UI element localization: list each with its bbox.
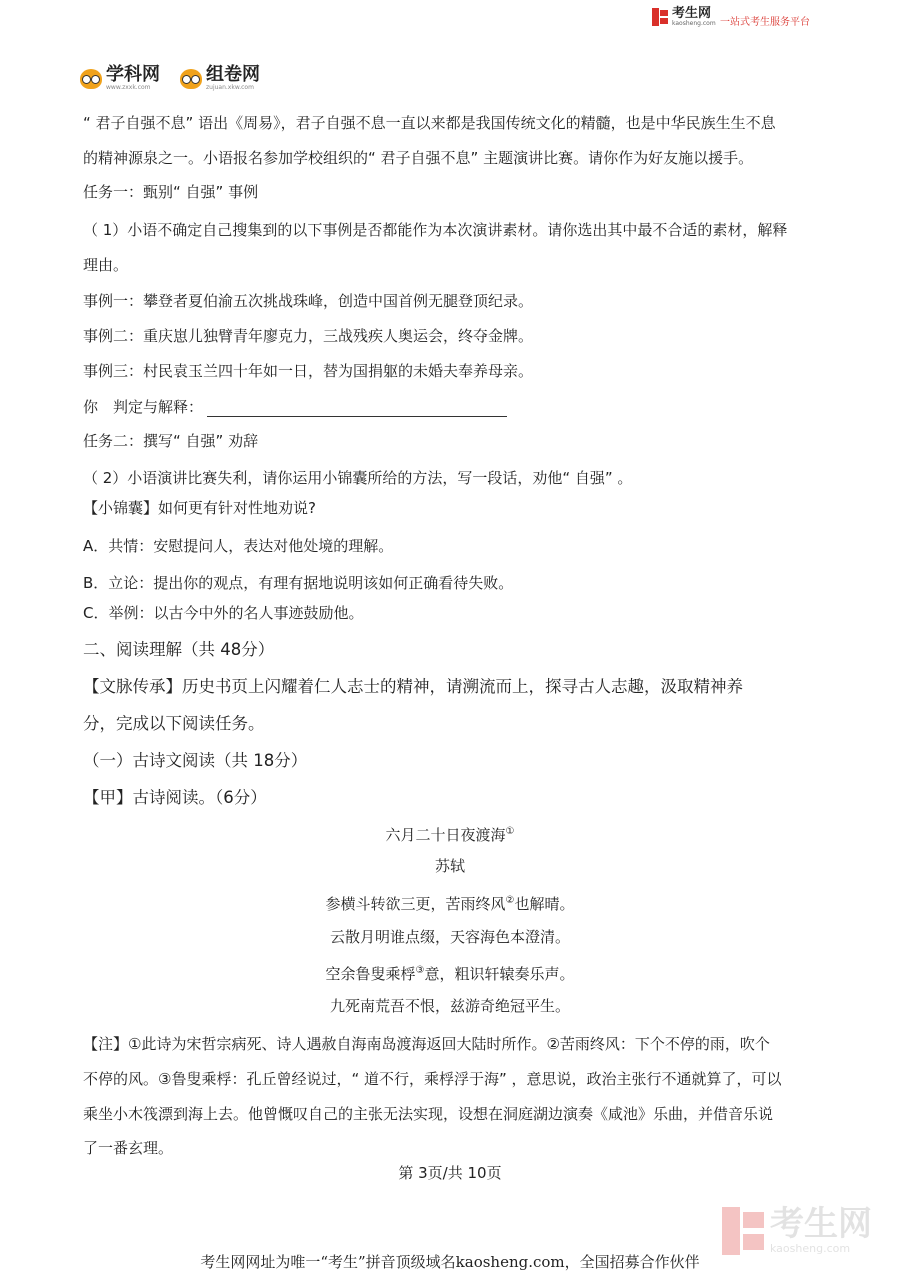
- poem-line-text: 参横斗转欲三更，苦雨终风: [325, 895, 506, 913]
- footnote-mark: ③: [415, 965, 425, 976]
- case-item: 事例二：重庆崽儿独臂青年廖克力，三战残疾人奥运会，终夺金牌。: [83, 327, 534, 345]
- poem-line-text: 意，粗识轩辕奏乐声。: [424, 965, 575, 983]
- paragraph-line: “ 君子自强不息” 语出《周易》，君子自强不息一直以来都是我国传统文化的精髓，也是中华民族生生不息: [83, 114, 776, 132]
- footnote-mark: ②: [505, 895, 515, 906]
- note-line: 【注】①此诗为宋哲宗病死、诗人遇赦自海南岛渡海返回大陆时所作。②苦雨终风：下个不停的雨，吹个: [83, 1035, 770, 1053]
- question-line: （ 1）小语不确定自己搜集到的以下事例是否都能作为本次演讲素材。请你选出其中最不合适的素材，解释: [83, 221, 788, 239]
- note-line: 不停的风。③鲁叟乘桴：孔丘曾经说过，“ 道不行，乘桴浮于海” ，意思说，政治主张行不通就算了，可以: [83, 1070, 782, 1088]
- case-item: 事例三：村民袁玉兰四十年如一日，替为国捐躯的未婚夫奉养母亲。: [83, 362, 534, 380]
- answer-label: 你 判定与解释：: [83, 398, 204, 416]
- zujuan-url: zujuan.xkw.com: [206, 84, 254, 91]
- kaosheng-brand-url: kaosheng.com: [672, 20, 716, 27]
- header-slogan: 一站式考生服务平台: [720, 17, 810, 28]
- poem-author: 苏轼: [434, 857, 465, 875]
- answer-blank[interactable]: [207, 402, 507, 417]
- section-heading: 二、阅读理解（共 48分）: [83, 640, 275, 659]
- option-a: A．共情：安慰提问人，表达对他处境的理解。: [83, 537, 394, 555]
- note-line: 乘坐小木筏漂到海上去。他曾慨叹自己的主张无法实现，设想在洞庭湖边演奏《咸池》乐曲，并借音乐说: [83, 1105, 774, 1123]
- page-number: 第 3页/共 10页: [398, 1164, 502, 1182]
- tip-heading: 【小锦囊】如何更有针对性地劝说?: [83, 499, 316, 517]
- poem-title: [0, 822, 900, 845]
- zujuan-logo[interactable]: [180, 66, 260, 91]
- footer-notice: 考生网网址为唯一“考生”拼音顶级域名kaosheng.com，全国招募合作伙伴: [200, 1253, 700, 1271]
- watermark-url: kaosheng.com: [770, 1242, 851, 1255]
- intro-line: 【文脉传承】历史书页上闪耀着仁人志士的精神，请溯流而上，探寻古人志趣，汲取精神养: [83, 677, 743, 696]
- paragraph-line: 的精神源泉之一。小语报名参加学校组织的“ 君子自强不息” 主题演讲比赛。请你作为好友施以援手。: [83, 149, 754, 167]
- watermark-name: 考生网: [770, 1204, 872, 1244]
- owl-icon: [80, 69, 102, 89]
- intro-line: 分，完成以下阅读任务。: [83, 714, 265, 733]
- watermark: [722, 1206, 872, 1255]
- xueke-url: www.zxxk.com: [106, 84, 151, 91]
- poem-line: 云散月明谁点缀，天容海色本澄清。: [329, 928, 570, 946]
- subsection-heading: （一）古诗文阅读（共 18分）: [83, 751, 308, 770]
- xueke-logo[interactable]: [80, 66, 160, 91]
- note-line: 了一番玄理。: [83, 1139, 174, 1157]
- answer-line: [83, 397, 507, 417]
- option-c: C．举例：以古今中外的名人事迹鼓励他。: [83, 604, 364, 622]
- kaosheng-logo[interactable]: [652, 7, 716, 27]
- option-b: B．立论：提出你的观点，有理有据地说明该如何正确看待失败。: [83, 574, 514, 592]
- poem-line: [0, 961, 900, 984]
- question-line: 理由。: [83, 256, 129, 274]
- kaosheng-watermark-icon: [722, 1207, 764, 1255]
- case-item: 事例一：攀登者夏伯渝五次挑战珠峰，创造中国首例无腿登顶纪录。: [83, 292, 534, 310]
- poem-line-text: 空余鲁叟乘桴: [325, 965, 416, 983]
- kaosheng-mark-icon: [652, 8, 668, 26]
- kaosheng-brand-name: 考生网: [672, 6, 712, 21]
- poem-line: [0, 891, 900, 914]
- owl-icon: [180, 69, 202, 89]
- zujuan-name: 组卷网: [206, 64, 260, 85]
- question-line: （ 2）小语演讲比赛失利，请你运用小锦囊所给的方法，写一段话，劝他“ 自强” 。: [83, 469, 633, 487]
- poem-line: 九死南荒吾不恨，兹游奇绝冠平生。: [329, 997, 570, 1015]
- poem-title-text: 六月二十日夜渡海: [385, 826, 506, 844]
- poem-line-text: 也解晴。: [514, 895, 575, 913]
- task-heading: 任务一：甄别“ 自强” 事例: [83, 183, 259, 201]
- footnote-mark: ①: [505, 826, 515, 837]
- task-heading: 任务二：撰写“ 自强” 劝辞: [83, 432, 259, 450]
- xueke-name: 学科网: [106, 64, 160, 85]
- subsection-heading: 【甲】古诗阅读。（6分）: [83, 788, 267, 807]
